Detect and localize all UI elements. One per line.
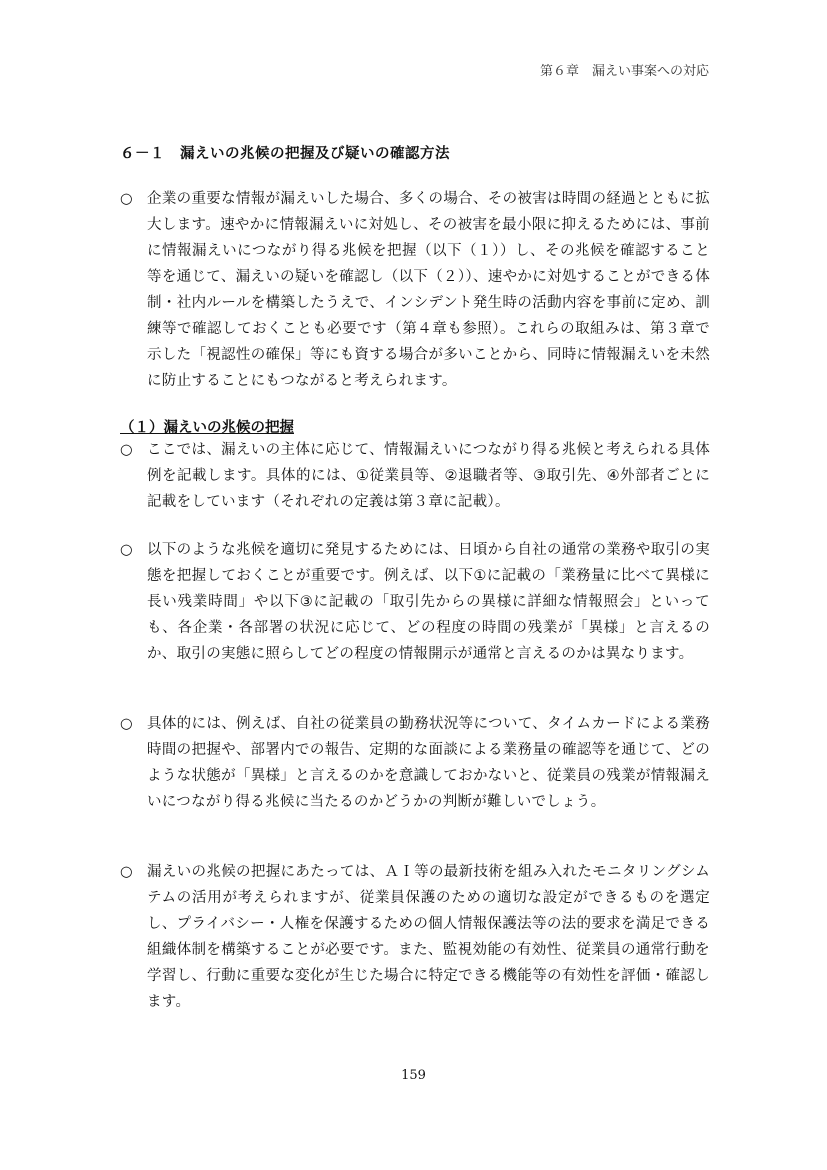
paragraph-text: 以下のような兆候を適切に発見するためには、日頃から自社の通常の業務や取引の実態を把握しておくことが重要です。例えば、以下①に記載の「業務量に比べて異様に長い残業時間」や以下③に記載の「取引先からの異様に詳細な情報照会」といっても、各企業・各部署の状況に応じて、どの程度の時間の残業が「異様」と言えるのか、取引の実態に照らしてどの程度の情報開示が通常と言えるのかは異なります。 <box>147 542 710 662</box>
list-item <box>120 711 710 815</box>
paragraph-text: 企業の重要な情報が漏えいした場合、多くの場合、その被害は時間の経過とともに拡大します。速やかに情報漏えいに対処し、その被害を最小限に抑えるためには、事前に情報漏えいにつながり得る兆候を把握（以下（１））し、その兆候を確認すること等を通じて、漏えいの疑いを確認し（以下（２））、速やかに対処することができる体制・社内ルールを構築したうえで、インシデント発生時の活動内容を事前に定め、訓練等で確認しておくことも必要です（第４章も参照）。これらの取組みは、第３章で示した「視認性の確保」等にも資する場合が多いことから、同時に情報漏えいを未然に防止することにもつながると考えられます。 <box>147 191 710 389</box>
bullet-mark: ○ <box>120 191 133 207</box>
bullet-mark: ○ <box>120 442 133 458</box>
page-number: 159 <box>401 1068 426 1083</box>
list-item <box>120 537 710 667</box>
list-item <box>120 437 710 515</box>
paragraph-text: 漏えいの兆候の把握にあたっては、ＡＩ等の最新技術を組み入れたモニタリングシムテムの活用が考えられますが、従業員保護のための適切な設定ができるものを選定し、プライバシー・人権を保護するための個人情報保護法等の法的要求を満足できる組織体制を構築することが必要です。また、監視効能の有効性、従業員の通常行動を学習し、行動に重要な変化が生じた場合に特定できる機能等の有効性を評価・確認します。 <box>147 864 710 1010</box>
running-header: 第６章 漏えい事案への対応 <box>539 64 709 79</box>
list-item <box>120 859 710 1015</box>
paragraph-text: ここでは、漏えいの主体に応じて、情報漏えいにつながり得る兆候と考えられる具体例を記載します。具体的には、①従業員等、②退職者等、③取引先、④外部者ごとに記載をしています（それぞれの定義は第３章に記載）。 <box>147 442 710 510</box>
bullet-mark: ○ <box>120 864 133 880</box>
bullet-mark: ○ <box>120 542 133 558</box>
intro-bullet <box>120 186 710 394</box>
bullet-mark: ○ <box>120 716 133 732</box>
subsection-title: （１）漏えいの兆候の把握 <box>120 420 294 436</box>
section-title: ６－１ 漏えいの兆候の把握及び疑いの確認方法 <box>120 146 450 162</box>
paragraph-text: 具体的には、例えば、自社の従業員の勤務状況等について、タイムカードによる業務時間の把握や、部署内での報告、定期的な面談による業務量の確認等を通じて、どのような状態が「異様」と言えるのかを意識しておかないと、従業員の残業が情報漏えいにつながり得る兆候に当たるのかどうかの判断が難しいでしょう。 <box>147 716 710 810</box>
